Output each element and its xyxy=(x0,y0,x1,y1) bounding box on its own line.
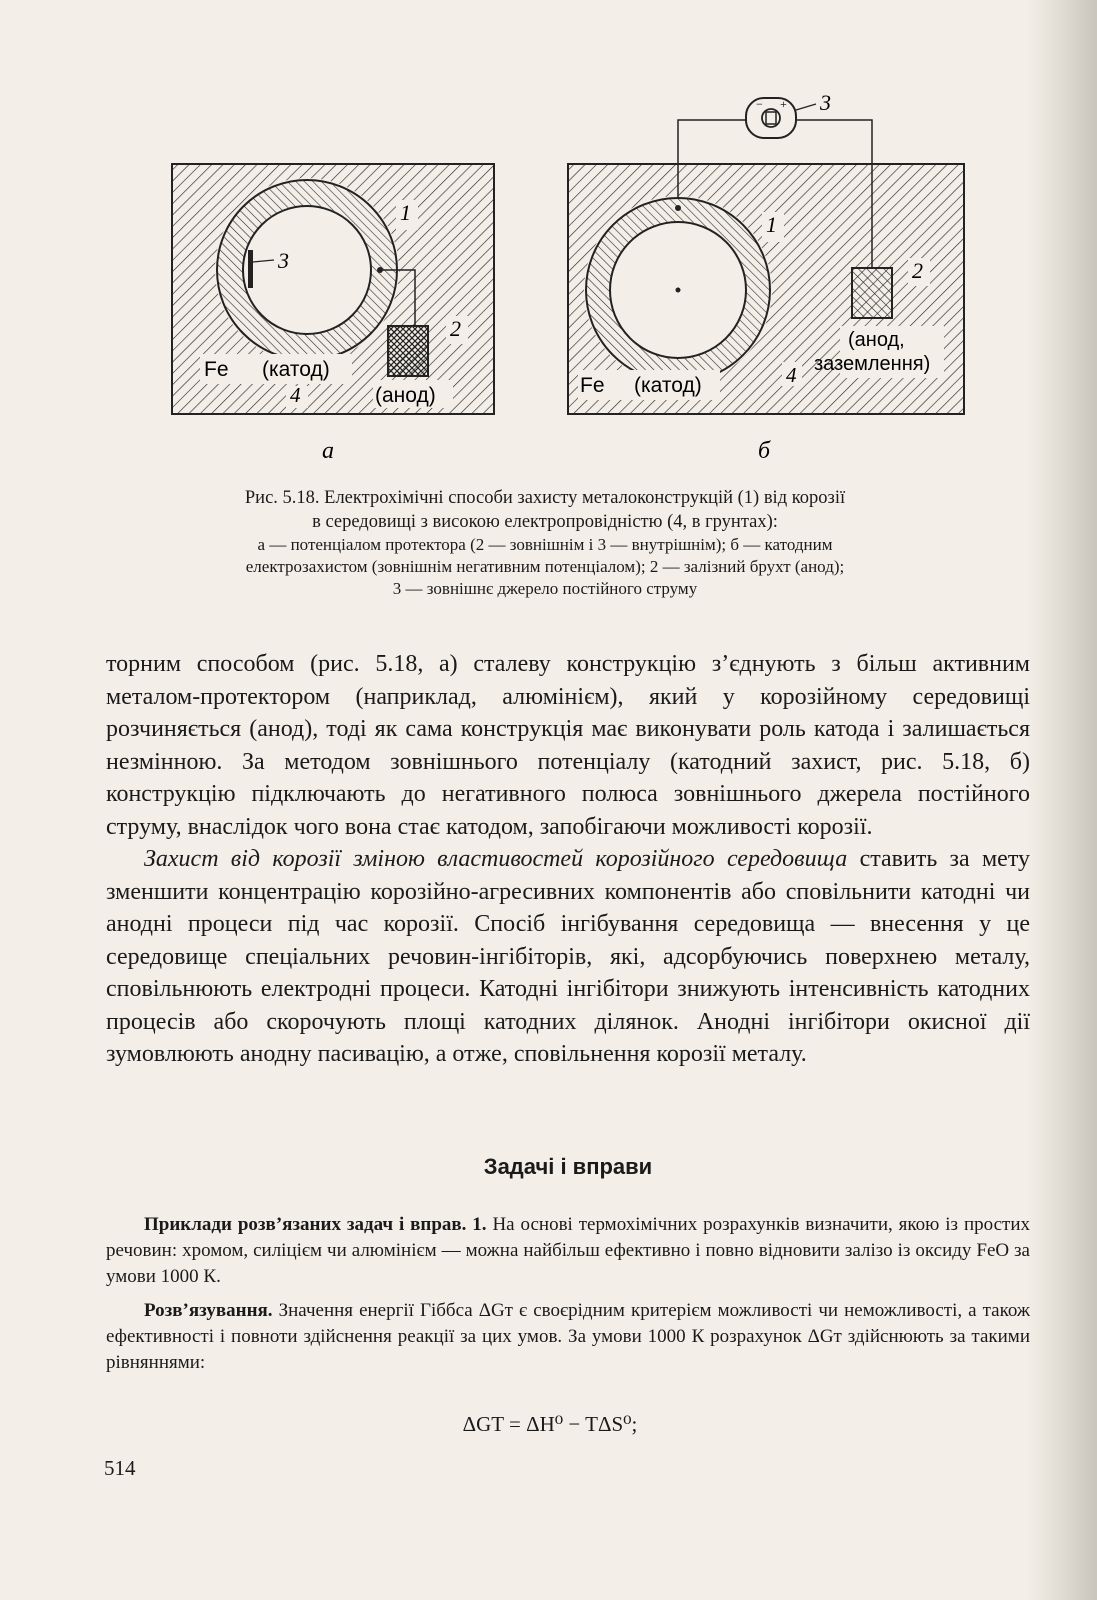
paragraph-2-italic: Захист від корозії зміною властивостей корозійного середовища xyxy=(144,846,848,872)
panel-label-b: б xyxy=(758,438,771,464)
problem-lead: Приклади розв’язаних задач і вправ. 1. xyxy=(144,1214,487,1235)
label-cathode-b: (катод) xyxy=(634,374,702,397)
label-anode-b: (анод, xyxy=(848,329,905,351)
dc-source-b xyxy=(746,98,796,138)
label-1-a: 1 xyxy=(400,200,411,225)
caption-line-1: Рис. 5.18. Електрохімічні способи захисту металоконструкцій (1) від корозії xyxy=(244,488,846,508)
caption-line-2: в середовищі з високою електропровідністю (4, в грунтах): xyxy=(312,512,778,532)
page-edge-shadow xyxy=(1027,0,1097,1600)
paragraph-2 xyxy=(106,843,1030,1071)
caption-line-3: а — потенціалом протектора (2 — зовнішнім і 3 — внутрішнім); б — катодним xyxy=(257,535,833,554)
solution-lead: Розв’язування. xyxy=(144,1300,273,1321)
label-fe-b: Fe xyxy=(580,374,605,397)
label-4-b: 4 xyxy=(786,363,797,387)
label-3-b: 3 xyxy=(820,90,831,115)
solution-text xyxy=(106,1298,1030,1376)
label-2-a: 2 xyxy=(450,316,461,341)
figure-5-18 xyxy=(160,80,980,480)
internal-protector-a xyxy=(248,250,253,288)
panel-b xyxy=(568,90,964,414)
page-number: 514 xyxy=(104,1456,136,1480)
minus-sign-b: − xyxy=(756,97,763,111)
caption-line-4: електрозахистом (зовнішнім негативним потенціалом); 2 — залізний брухт (анод); xyxy=(245,557,845,576)
label-4-a: 4 xyxy=(290,383,301,407)
figure-caption xyxy=(130,486,960,600)
body-text xyxy=(106,648,1030,1071)
label-grounding-b: заземлення) xyxy=(814,353,931,375)
label-cathode-a: (катод) xyxy=(262,358,330,381)
plus-sign-b: + xyxy=(780,97,787,111)
label-1-b: 1 xyxy=(766,212,777,237)
solved-problem xyxy=(106,1212,1030,1384)
gibbs-formula: ΔGT = ΔH⁰ − TΔS⁰; xyxy=(462,1412,638,1436)
label-3-a: 3 xyxy=(278,248,289,273)
solution-body: Значення енергії Гіббса ΔGт є своєрідним критерієм можливості чи неможливості, а також ефективності і повноти здійснення реакції за цих умов. За умови 1000 К розрахунок ΔGт здійснюють за такими рівняннями: xyxy=(106,1300,1030,1373)
label-fe-a: Fe xyxy=(204,358,229,381)
problem-statement xyxy=(106,1212,1030,1290)
anode-protector-a xyxy=(388,326,428,376)
section-heading: Задачі і вправи xyxy=(483,1154,653,1179)
caption-line-5: 3 — зовнішнє джерело постійного струму xyxy=(392,579,698,598)
panel-label-a: а xyxy=(322,438,334,464)
label-2-b: 2 xyxy=(912,258,923,283)
anode-scrap-b xyxy=(852,268,892,318)
paragraph-2-rest: ставить за мету зменшити концентрацію корозійно-агресивних компонентів або сповільнити катодні чи анодні процеси під час корозії. Спосіб інгібування середовища — внесення у це середовище спеціальних речовин-інгібіторів, які, адсорбуючись поверхнею металу, сповільнюють електродні процеси. Катодні інгібітори знижують інтенсивність катодних процесів або скорочують площі катодних ділянок. Анодні інгібітори окисної дії зумовлюють анодну пасивацію, а отже, сповільнення корозії металу. xyxy=(106,846,1030,1067)
pipe-interior-a xyxy=(243,206,371,334)
label-anode-a: (анод) xyxy=(375,384,436,407)
problem-text: На основі термохімічних розрахунків визначити, якою із простих речовин: хромом, силіцієм чи алюмінієм — можна найбільш ефективно і повно відновити залізо із оксиду FeO за умови 1000 К. xyxy=(106,1214,1030,1287)
paragraph-1: торним способом (рис. 5.18, а) сталеву конструкцію з’єднують з більш активним металом-протектором (наприклад, алюмінієм), який у корозійному середовищі розчиняється (анод), тоді як сама конструкція має виконувати роль катода і залишається незмінною. За методом зовнішнього потенціалу (катодний захист, рис. 5.18, б) конструкцію підключають до негативного полюса зовнішнього джерела постійного струму, внаслідок чого вона стає катодом, запобігаючи можливості корозії. xyxy=(106,651,1030,840)
panel-a xyxy=(172,164,494,414)
